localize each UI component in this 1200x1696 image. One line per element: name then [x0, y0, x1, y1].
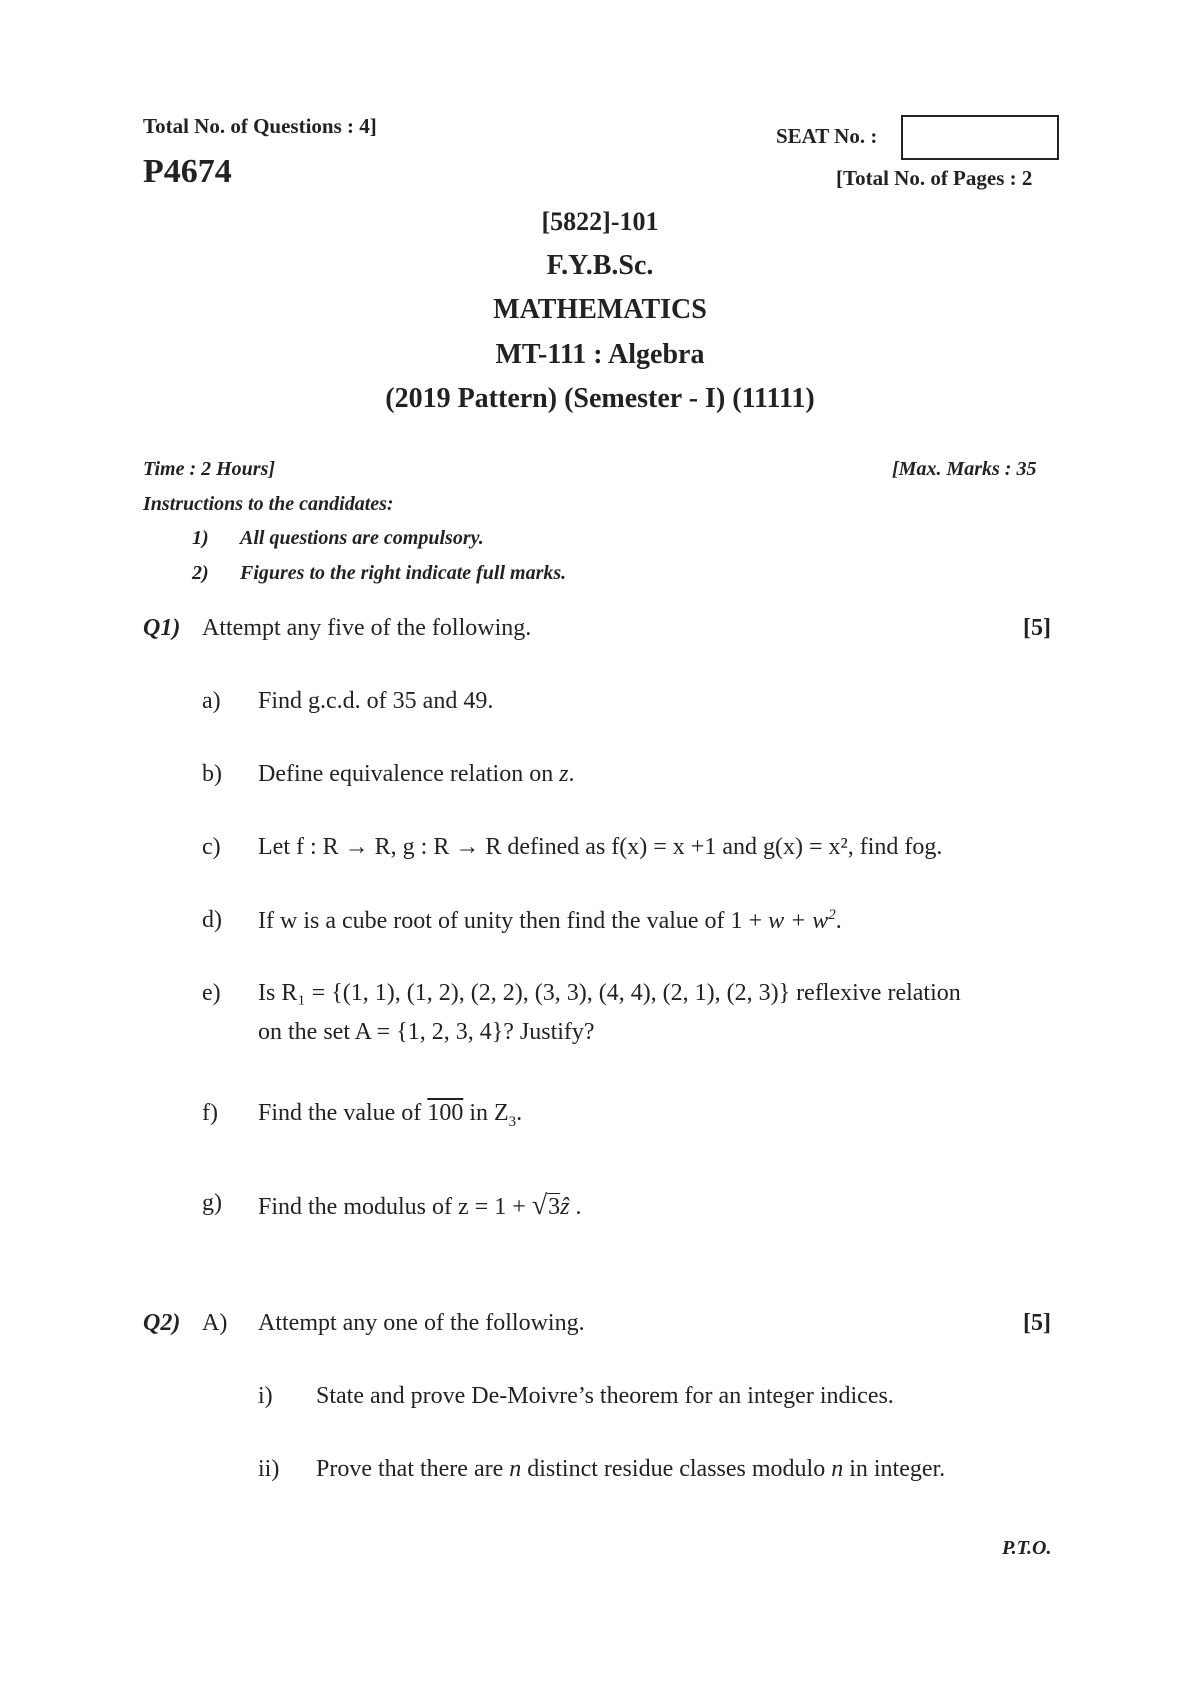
item-num: g) [202, 1190, 222, 1216]
course-title: F.Y.B.Sc. [546, 250, 654, 281]
time-label: Time : 2 Hours] [143, 458, 276, 480]
q2-item-ii: Prove that there are n distinct residue classes modulo n in integer. [316, 1456, 946, 1482]
instruction-num: 1) [192, 527, 209, 549]
q2-item-i: State and prove De-Moivre’s theorem for an integer indices. [316, 1383, 894, 1409]
exam-code: [5822]-101 [541, 207, 659, 236]
q1-label: Q1) [143, 615, 181, 641]
item-num: d) [202, 907, 222, 933]
item-num: a) [202, 688, 221, 714]
item-num: ii) [258, 1456, 280, 1482]
q1-item-f: Find the value of 100 in $Z_3$. [258, 1100, 523, 1130]
instruction-num: 2) [192, 562, 209, 584]
item-num: i) [258, 1383, 273, 1409]
instructions-heading: Instructions to the candidates: [143, 493, 394, 515]
item-num: b) [202, 761, 222, 787]
q1-item-d: If w is a cube root of unity then find the value of $1 + w + w^2$. [258, 907, 842, 934]
sqrt-symbol: √3 [531, 1190, 561, 1221]
q2-marks: [5] [1023, 1310, 1051, 1336]
q1-prompt: Attempt any five of the following. [202, 615, 532, 641]
seat-no-label: SEAT No. : [776, 124, 878, 148]
paper-title: MT-111 : Algebra [495, 339, 705, 370]
q1-item-c: Let f : R → R, g : R → R defined as f(x) = x +1 and g(x) = x², find fog. [258, 834, 943, 860]
item-num: c) [202, 834, 221, 860]
q1-item-a: Find g.c.d. of 35 and 49. [258, 688, 494, 714]
q1-item-e-line2: on the set A = {1, 2, 3, 4}? Justify? [258, 1019, 595, 1045]
q2-label: Q2) [143, 1310, 181, 1336]
q1-item-g: Find the modulus of z = 1 + √3ẑ . [258, 1190, 582, 1221]
q1-item-b: Define equivalence relation on z. [258, 761, 575, 787]
item-num: e) [202, 980, 221, 1006]
q1-marks: [5] [1023, 615, 1051, 641]
instruction-text: Figures to the right indicate full marks. [240, 562, 567, 584]
q1-item-e-line1: Is R₁ = {(1, 1), (1, 2), (2, 2), (3, 3), (4, 4), (2, 1), (2, 3)} reflexive relation [258, 980, 961, 1006]
pattern-title: (2019 Pattern) (Semester - I) (11111) [385, 383, 815, 414]
total-pages: [Total No. of Pages : 2 [836, 166, 1033, 190]
q2-prompt: Attempt any one of the following. [258, 1310, 585, 1336]
subject-title: MATHEMATICS [493, 294, 707, 325]
q2-part: A) [202, 1310, 228, 1336]
instruction-text: All questions are compulsory. [240, 527, 484, 549]
max-marks: [Max. Marks : 35 [892, 458, 1037, 480]
item-num: f) [202, 1100, 218, 1126]
total-questions: Total No. of Questions : 4] [143, 114, 377, 138]
paper-code: P4674 [143, 153, 232, 190]
pto-label: P.T.O. [1002, 1537, 1052, 1559]
seat-no-box[interactable] [901, 115, 1059, 160]
